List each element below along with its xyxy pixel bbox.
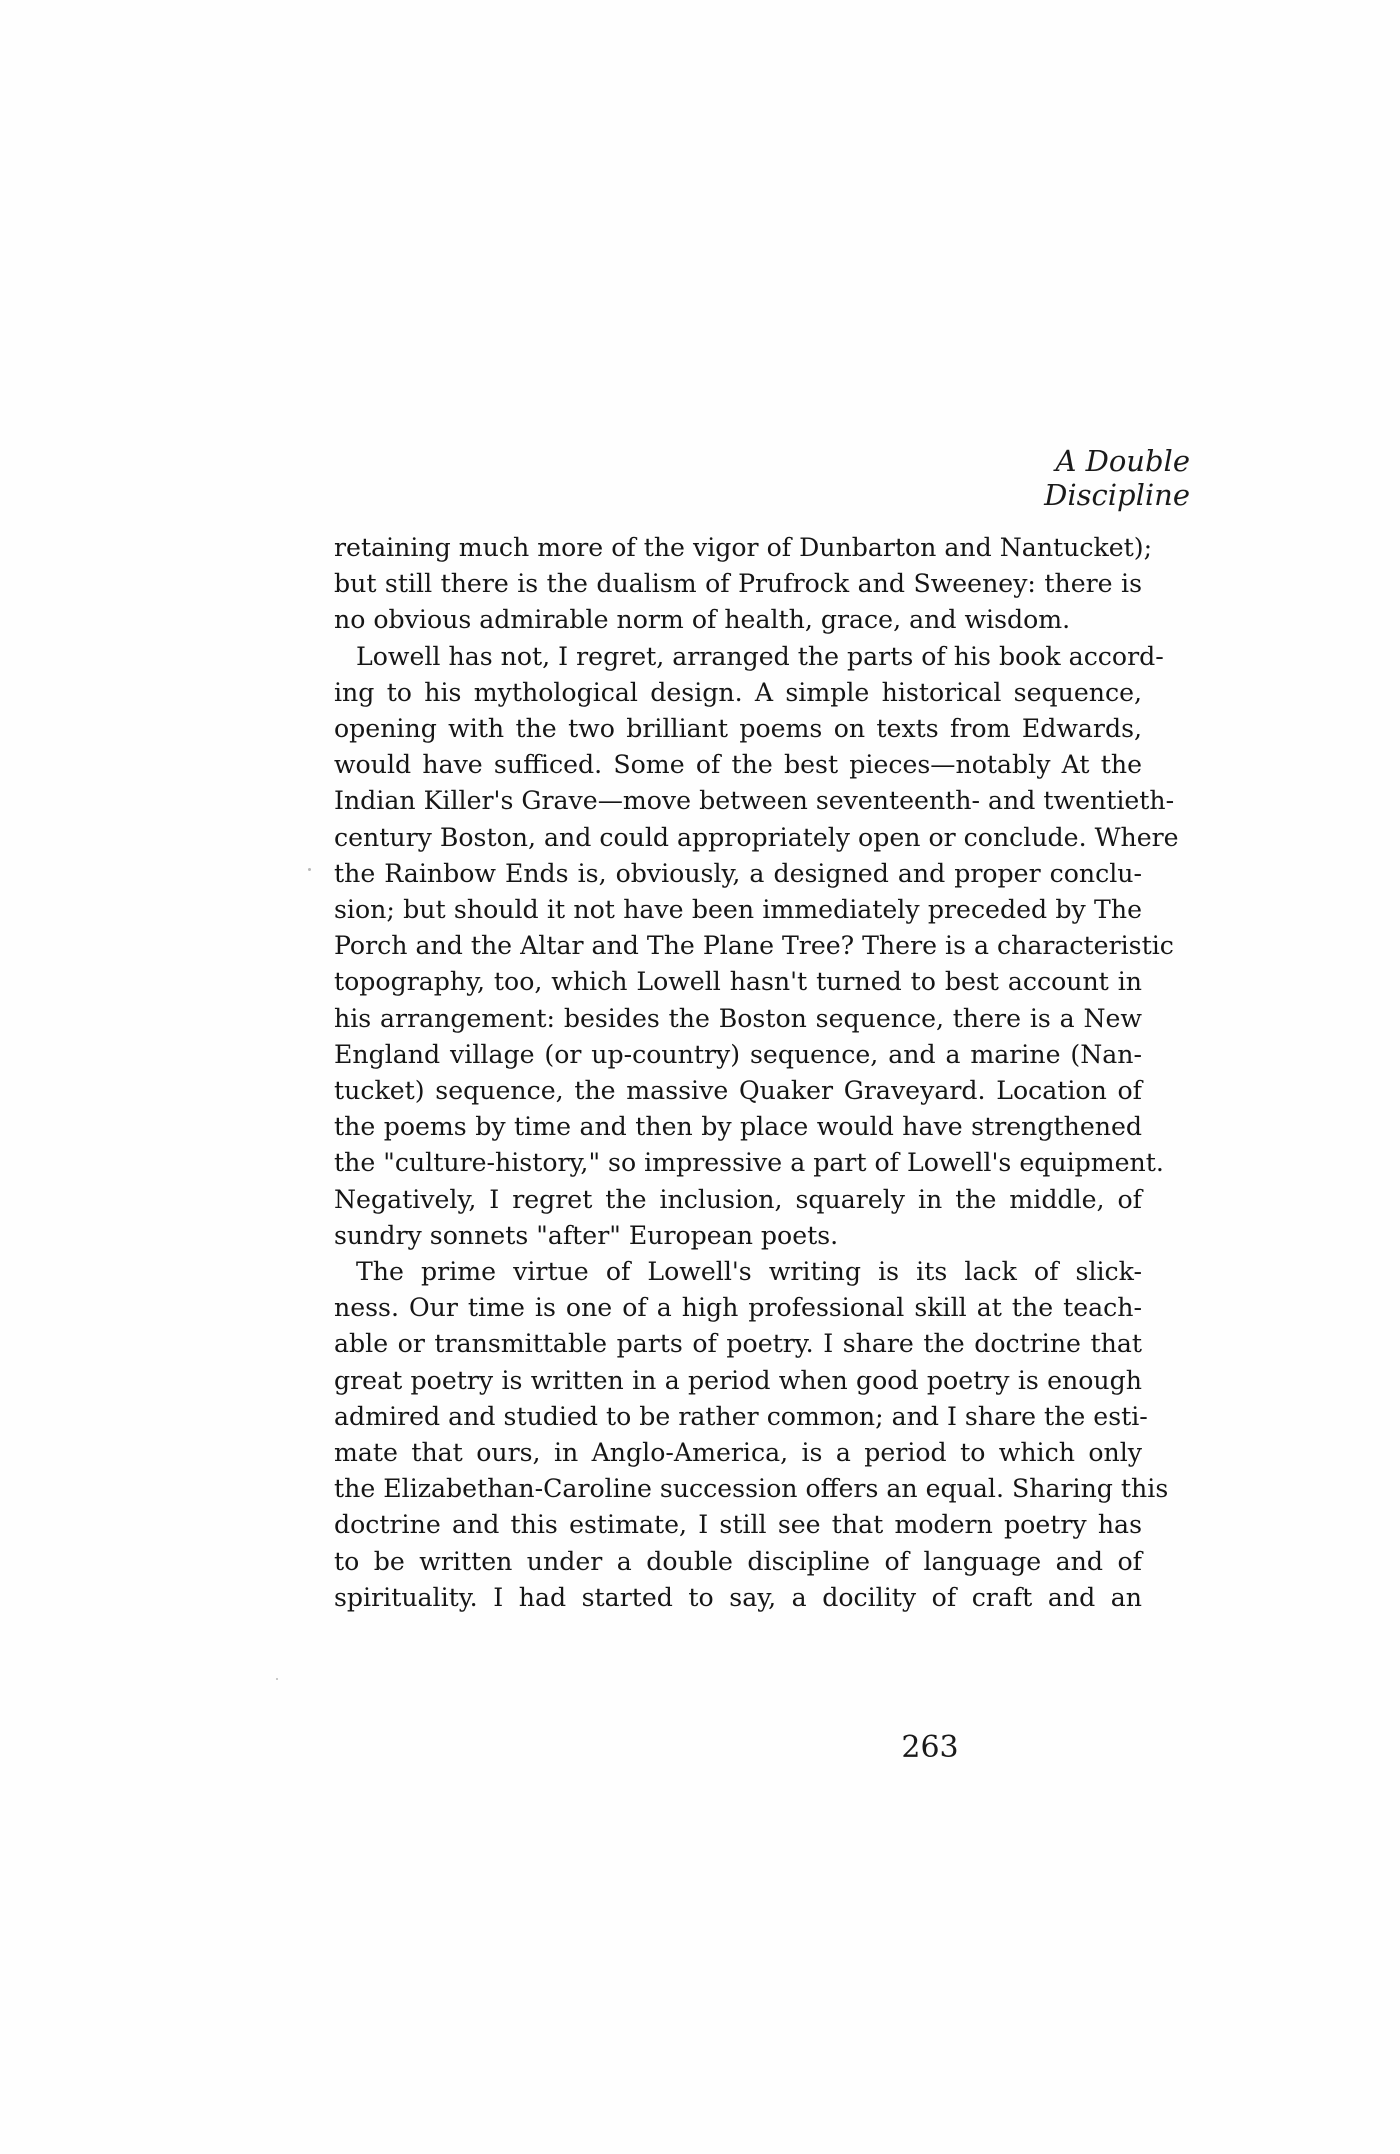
- text-line: the Elizabethan-Caroline succession offers an equal. Sharing this: [334, 1474, 1169, 1504]
- text-line: Lowell has not, I regret, arranged the parts of his book accord-: [356, 641, 1164, 671]
- text-line: topography, too, which Lowell hasn't turned to best account in: [334, 967, 1142, 997]
- text-line: great poetry is written in a period when good poetry is enough: [334, 1365, 1142, 1395]
- text-line: tucket) sequence, the massive Quaker Graveyard. Location of: [334, 1076, 1142, 1106]
- text-line: sundry sonnets "after" European poets.: [334, 1220, 839, 1250]
- text-line: the Rainbow Ends is, obviously, a designed and proper conclu-: [334, 858, 1142, 888]
- text-line: to be written under a double discipline of language and of: [334, 1546, 1142, 1576]
- text-line: would have sufficed. Some of the best pieces—notably At the: [334, 750, 1142, 780]
- scan-speck: [276, 1678, 278, 1680]
- text-line: Porch and the Altar and The Plane Tree? There is a characteristic: [334, 931, 1174, 961]
- page-number: 263: [901, 1730, 959, 1765]
- text-line: ness. Our time is one of a high professional skill at the teach-: [334, 1293, 1142, 1323]
- text-line: doctrine and this estimate, I still see that modern poetry has: [334, 1510, 1142, 1540]
- text-line: but still there is the dualism of Prufrock and Sweeney: there is: [334, 569, 1142, 599]
- text-line: the "culture-history," so impressive a part of Lowell's equipment.: [334, 1148, 1164, 1178]
- text-line: mate that ours, in Anglo-America, is a period to which only: [334, 1438, 1142, 1468]
- running-head: A Double Discipline: [1044, 444, 1190, 512]
- body-text: [334, 530, 1179, 1616]
- text-line: admired and studied to be rather common; and I share the esti-: [334, 1401, 1148, 1431]
- text-line: ing to his mythological design. A simple historical sequence,: [334, 677, 1142, 707]
- text-line: England village (or up-country) sequence, and a marine (Nan-: [334, 1039, 1142, 1069]
- text-line: no obvious admirable norm of health, grace, and wisdom.: [334, 605, 1071, 635]
- text-line: able or transmittable parts of poetry. I share the doctrine that: [334, 1329, 1142, 1359]
- text-line: his arrangement: besides the Boston sequence, there is a New: [334, 1003, 1142, 1033]
- text-line: Negatively, I regret the inclusion, squarely in the middle, of: [334, 1184, 1142, 1214]
- text-line: The prime virtue of Lowell's writing is its lack of slick-: [356, 1257, 1142, 1287]
- text-line: Indian Killer's Grave—move between seventeenth- and twentieth-: [334, 786, 1175, 816]
- text-line: spirituality. I had started to say, a docility of craft and an: [334, 1582, 1142, 1612]
- text-line: sion; but should it not have been immediately preceded by The: [334, 895, 1142, 925]
- scan-speck: [308, 868, 311, 871]
- text-line: century Boston, and could appropriately open or conclude. Where: [334, 822, 1179, 852]
- text-line: the poems by time and then by place would have strengthened: [334, 1112, 1142, 1142]
- text-line: opening with the two brilliant poems on texts from Edwards,: [334, 714, 1142, 744]
- text-line: retaining much more of the vigor of Dunbarton and Nantucket);: [334, 533, 1153, 562]
